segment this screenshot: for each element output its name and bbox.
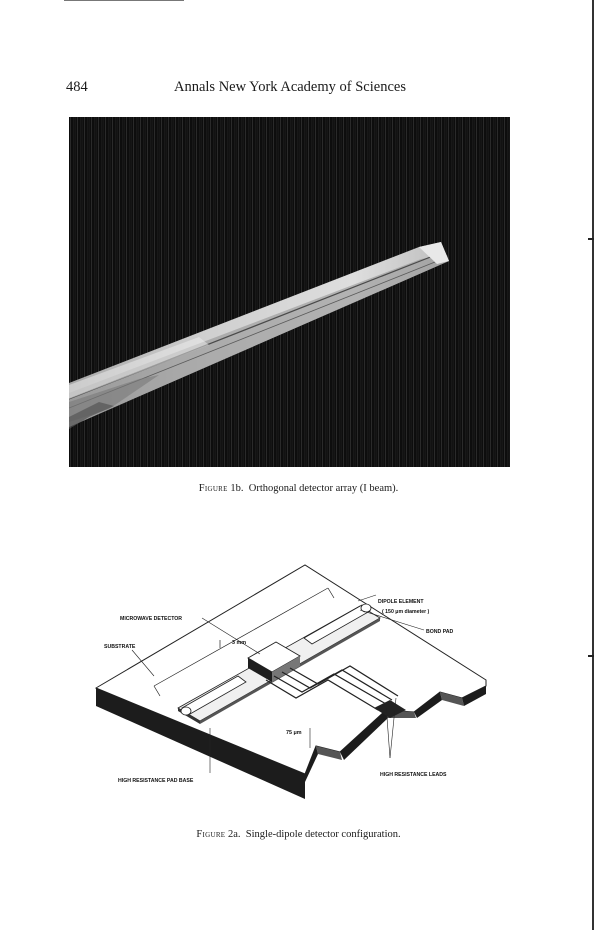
label-microwave-detector: MICROWAVE DETECTOR xyxy=(120,616,183,622)
page-edge xyxy=(592,0,594,930)
running-head: Annals New York Academy of Sciences xyxy=(174,79,406,95)
label-high-resistance-leads: HIGH RESISTANCE LEADS xyxy=(380,772,447,778)
figure-caption-text: Single-dipole detector configuration. xyxy=(245,829,401,840)
label-high-resistance-pad-base: HIGH RESISTANCE PAD BASE xyxy=(118,778,194,784)
figure-1b-caption xyxy=(0,483,597,494)
figure-caption-text: Orthogonal detector array (I beam). xyxy=(248,483,399,494)
figure-2a-caption xyxy=(0,829,597,840)
label-substrate: SUBSTRATE xyxy=(104,644,136,650)
figure-2a-diagram xyxy=(90,558,510,808)
figure-label: Figure xyxy=(198,483,228,494)
label-length: 3 mm xyxy=(232,640,247,646)
edge-mark xyxy=(588,238,594,240)
figure-label: Figure xyxy=(196,829,226,840)
figure-1b-photo xyxy=(69,117,510,467)
figure-number: 2a. xyxy=(228,829,241,840)
figure-number: 1b. xyxy=(230,483,244,494)
edge-mark xyxy=(588,655,594,657)
label-bond-pad: BOND PAD xyxy=(426,629,454,635)
page-number: 484 xyxy=(66,79,88,95)
top-rule xyxy=(64,0,184,1)
label-dipole-element: DIPOLE ELEMENT xyxy=(378,599,424,605)
label-width: 75 μm xyxy=(286,730,302,736)
page-header xyxy=(66,79,486,99)
label-dipole-diameter: ( 150 μm diameter ) xyxy=(382,609,430,615)
